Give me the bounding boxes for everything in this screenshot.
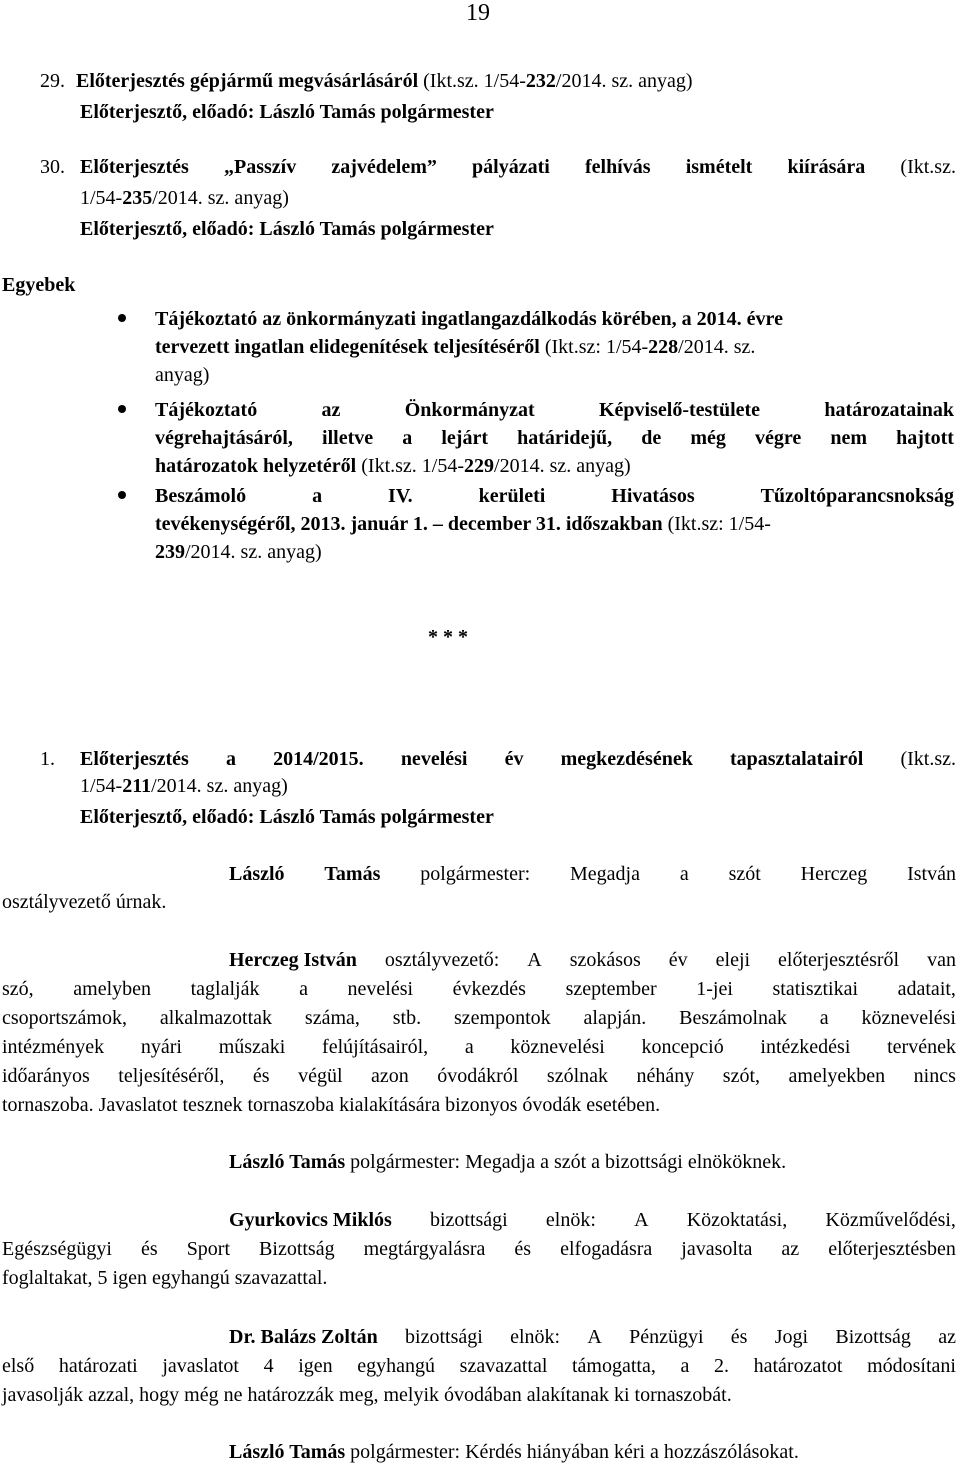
bullet-icon <box>118 491 126 499</box>
bullet-2-line3: határozatok helyzetéről (Ikt.sz. 1/54-229/2014. sz. anyag) <box>155 455 631 477</box>
item-number: 30. <box>40 156 65 178</box>
bullet-2-line1: Tájékoztató az Önkormányzat Képviselő-testülete határozatainak <box>155 399 954 421</box>
bullet-icon <box>118 405 126 413</box>
paragraph-2-line4: intézmények nyári műszaki felújításairól, a köznevelési koncepció intézkedési tervének <box>2 1036 956 1058</box>
paragraph-2-line5: időarányos teljesítéséről, és végül azon óvodákról szólnak néhány szót, amelyekben nincs <box>2 1065 956 1087</box>
bullet-3-line1: Beszámoló a IV. kerületi Hivatásos Tűzoltóparancsnokság <box>155 485 954 507</box>
agenda-item-1-ref: 1/54-211/2014. sz. anyag) <box>80 775 288 797</box>
section-separator: * * * <box>428 626 468 648</box>
paragraph-4-line3: foglaltakat, 5 igen egyhangú szavazattal. <box>2 1267 328 1289</box>
section-heading: Egyebek <box>2 274 76 296</box>
item-presenter: Előterjesztő, előadó: László Tamás polgármester <box>80 101 494 123</box>
bullet-3-line2: tevékenységéről, 2013. január 1. – december 31. időszakban (Ikt.sz: 1/54- <box>155 513 771 535</box>
paragraph-2-line1: Herczeg István osztályvezető: A szokásos év eleji előterjesztésről van <box>229 949 956 971</box>
paragraph-4-line2: Egészségügyi és Sport Bizottság megtárgyalásra és elfogadásra javasolta az előterjesztésben <box>2 1238 956 1260</box>
paragraph-3: László Tamás polgármester: Megadja a szót a bizottsági elnököknek. <box>229 1151 787 1173</box>
item-presenter: Előterjesztő, előadó: László Tamás polgármester <box>80 218 494 240</box>
paragraph-2-line3: csoportszámok, alkalmazottak száma, stb. szempontok alapján. Beszámolnak a köznevelési <box>2 1007 956 1029</box>
agenda-item-30-ref: 1/54-235/2014. sz. anyag) <box>80 187 289 209</box>
paragraph-5-line3: javasolják azzal, hogy még ne határozzák meg, melyik óvodában alakítanak ki tornaszobát. <box>2 1384 732 1406</box>
agenda-item-1-line1: Előterjesztés a 2014/2015. nevelési év megkezdésének tapasztalatairól (Ikt.sz. <box>80 748 956 770</box>
paragraph-5-line1: Dr. Balázs Zoltán bizottsági elnök: A Pénzügyi és Jogi Bizottság az <box>229 1326 956 1348</box>
paragraph-4-line1: Gyurkovics Miklós bizottsági elnök: A Közoktatási, Közművelődési, <box>229 1209 956 1231</box>
page-number: 19 <box>466 0 490 26</box>
item-presenter: Előterjesztő, előadó: László Tamás polgármester <box>80 806 494 828</box>
paragraph-1-line2: osztályvezető úrnak. <box>2 891 167 913</box>
bullet-icon <box>118 314 126 322</box>
agenda-item-30-line1: Előterjesztés „Passzív zajvédelem” pályázati felhívás ismételt kiírására (Ikt.sz. <box>80 156 956 178</box>
bullet-3-line3: 239/2014. sz. anyag) <box>155 541 322 563</box>
paragraph-2-line6: tornaszoba. Javaslatot tesznek tornaszoba kialakítására bizonyos óvodák esetében. <box>2 1094 661 1116</box>
bullet-1-line3: anyag) <box>155 364 210 386</box>
bullet-2-line2: végrehajtásáról, illetve a lejárt határidejű, de még végre nem hajtott <box>155 427 954 449</box>
paragraph-5-line2: első határozati javaslatot 4 igen egyhangú szavazattal támogatta, a 2. határozatot módosítani <box>2 1355 956 1377</box>
agenda-item-29: 29. Előterjesztés gépjármű megvásárlásáról (Ikt.sz. 1/54-232/2014. sz. anyag) <box>40 70 693 92</box>
item-number: 1. <box>40 748 55 770</box>
paragraph-1-line1: László Tamás polgármester: Megadja a szót Herczeg István <box>229 863 956 885</box>
bullet-1-line2: tervezett ingatlan elidegenítések teljesítéséről (Ikt.sz: 1/54-228/2014. sz. <box>155 336 756 358</box>
paragraph-6: László Tamás polgármester: Kérdés hiányában kéri a hozzászólásokat. <box>229 1441 799 1463</box>
paragraph-2-line2: szó, amelyben taglalják a nevelési évkezdés szeptember 1-jei statisztikai adatait, <box>2 978 956 1000</box>
item-title: Előterjesztés gépjármű megvásárlásáról <box>76 70 419 92</box>
item-number: 29. <box>40 70 65 92</box>
bullet-1-line1: Tájékoztató az önkormányzati ingatlangazdálkodás körében, a 2014. évre <box>155 308 783 330</box>
